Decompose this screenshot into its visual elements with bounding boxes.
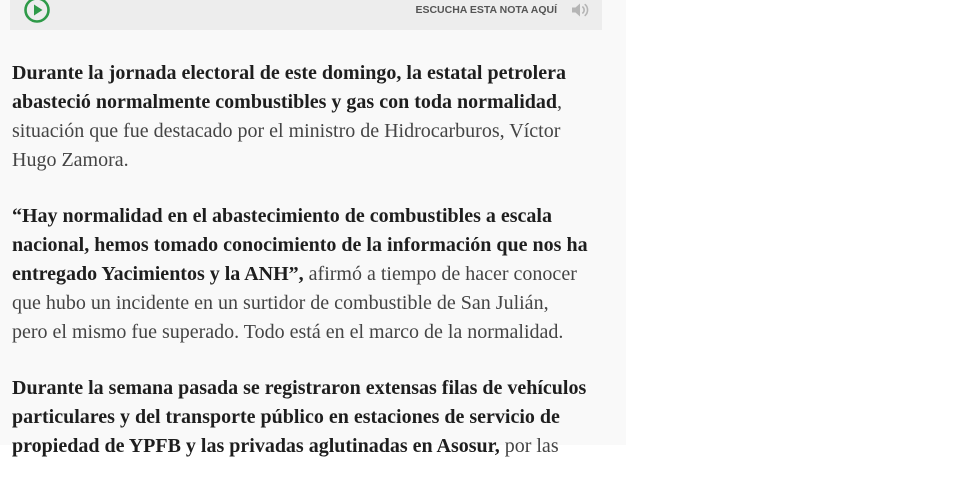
- article-line: [12, 231, 602, 260]
- bold-text-segment: abasteció normalmente combustibles y gas con toda normalidad: [12, 91, 557, 113]
- play-button[interactable]: [23, 0, 51, 24]
- text-segment: pero el mismo fue superado. Todo está en el marco de la normalidad.: [12, 321, 564, 343]
- article-line: [12, 202, 602, 231]
- audio-player: [10, 0, 602, 30]
- bold-text-segment: nacional, hemos tomado conocimiento de la información que nos ha: [12, 234, 588, 256]
- bold-text-segment: particulares y del transporte público en estaciones de servicio de: [12, 406, 560, 428]
- text-segment: por las: [499, 435, 559, 457]
- article-body: [12, 59, 602, 488]
- text-segment: afirmó a tiempo de hacer conocer: [303, 263, 577, 285]
- bold-text-segment: propiedad de YPFB y las privadas aglutinadas en Asosur,: [12, 435, 500, 457]
- article-line: [12, 289, 602, 318]
- article-line: [12, 146, 602, 175]
- article-paragraph: [12, 202, 602, 347]
- speaker-icon: [570, 1, 590, 19]
- text-segment: Hugo Zamora.: [12, 149, 129, 171]
- article-line: [12, 432, 602, 461]
- play-circle-icon: [23, 0, 51, 24]
- article-paragraph: [12, 59, 602, 175]
- bold-text-segment: Durante la jornada electoral de este domingo, la estatal petrolera: [12, 62, 566, 84]
- text-segment: ,: [557, 91, 562, 113]
- article-line: [12, 374, 602, 403]
- text-segment: que hubo un incidente en un surtidor de combustible de San Julián,: [12, 292, 549, 314]
- article-paragraph: [12, 374, 602, 461]
- article-line: [12, 88, 602, 117]
- bold-text-segment: entregado Yacimientos y la ANH”,: [12, 263, 304, 285]
- article-line: [12, 318, 602, 347]
- article-line: [12, 59, 602, 88]
- volume-button[interactable]: [570, 1, 590, 19]
- bold-text-segment: “Hay normalidad en el abastecimiento de combustibles a escala: [12, 205, 552, 227]
- article-line: [12, 117, 602, 146]
- text-segment: situación que fue destacado por el ministro de Hidrocarburos, Víctor: [12, 120, 561, 142]
- audio-label: ESCUCHA ESTA NOTA AQUÍ: [415, 4, 557, 16]
- article-line: [12, 403, 602, 432]
- bold-text-segment: Durante la semana pasada se registraron extensas filas de vehículos: [12, 377, 587, 399]
- article-line: [12, 260, 602, 289]
